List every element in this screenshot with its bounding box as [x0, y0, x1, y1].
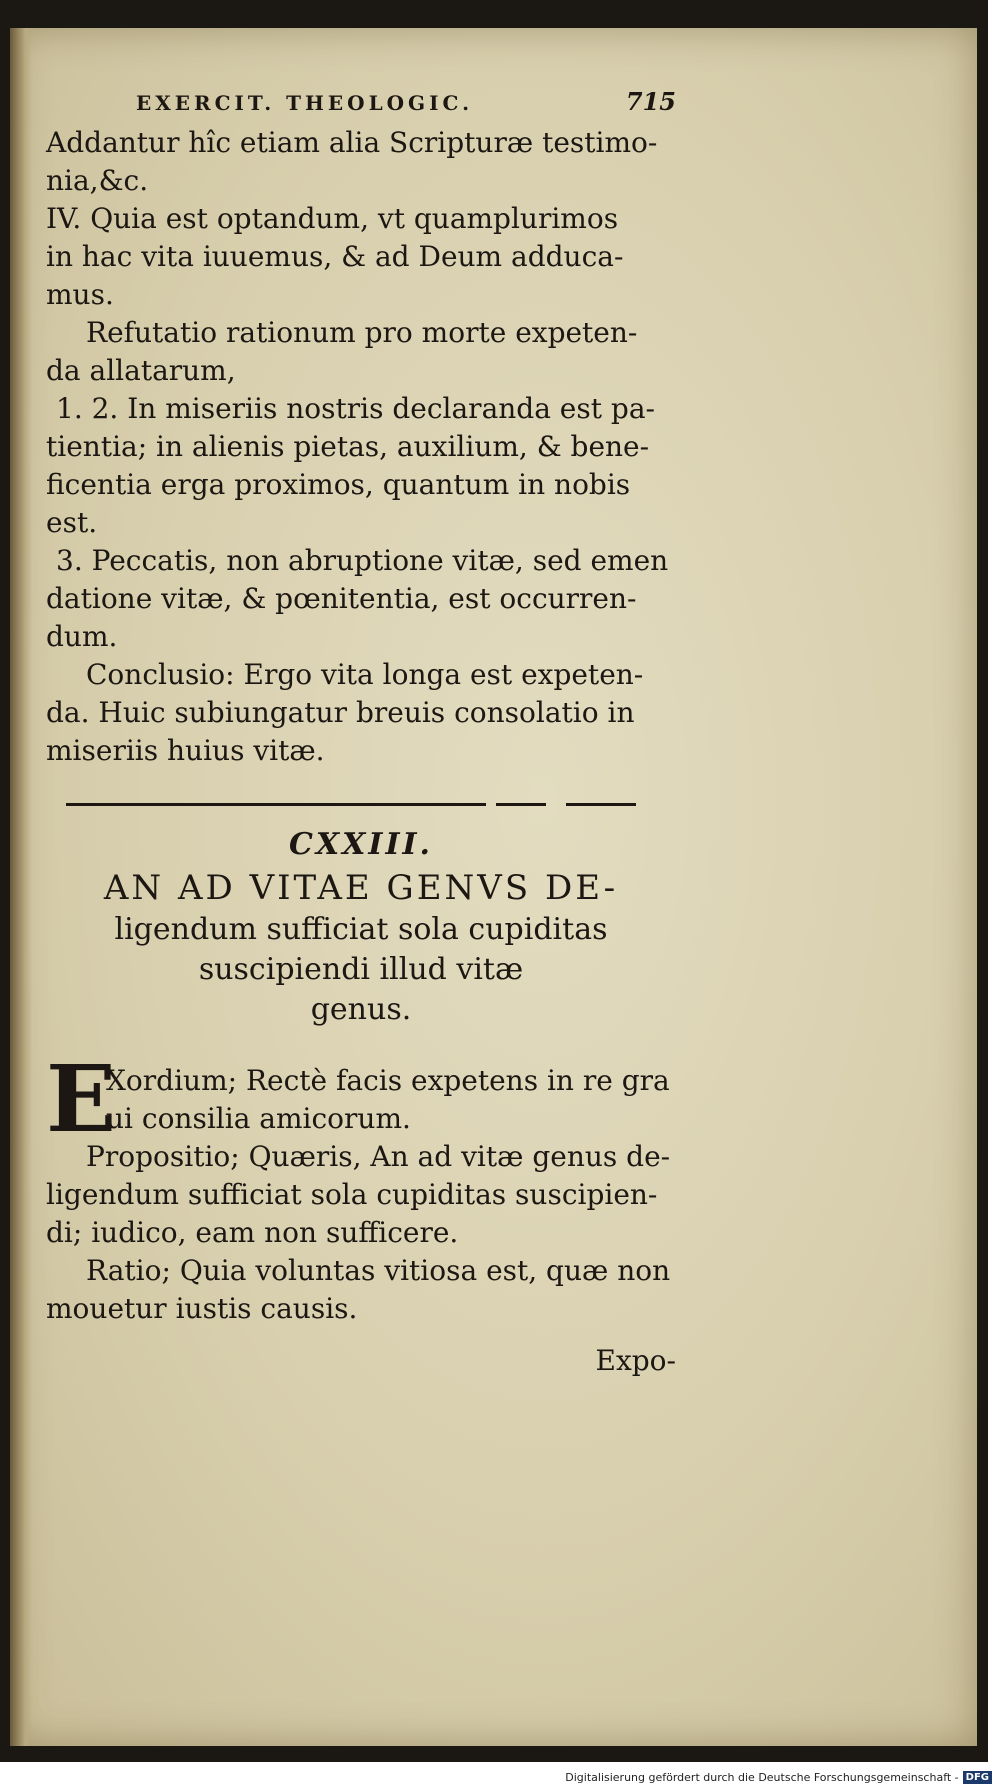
section-heading: suscipiendi illud vitæ: [198, 952, 524, 987]
exordium-line: Xordium; Rectè facis expetens in re gra: [106, 1064, 670, 1097]
refutatio-line: da allatarum,: [46, 354, 236, 387]
digitization-credit: [565, 1771, 992, 1784]
propositio-line: di; iudico, eam non sufficere.: [46, 1216, 459, 1249]
ratio-line: Ratio; Quia voluntas vitiosa est, quæ non: [86, 1254, 671, 1287]
exordium-line: ui consilia amicorum.: [106, 1102, 411, 1135]
exordium: [46, 1045, 676, 1153]
item-line: datione vitæ, & pœnitentia, est occurren-: [46, 582, 637, 615]
running-head: [46, 83, 676, 122]
text-line: in hac vita iuuemus, & ad Deum adduca-: [46, 240, 624, 273]
item-line: 1. 2. In miseriis nostris declaranda est pa-: [56, 392, 655, 425]
dfg-logo: DFG: [963, 1771, 992, 1784]
item-line: est.: [46, 506, 98, 539]
catchword: Expo-: [595, 1344, 676, 1377]
section-heading: AN AD VITAE GENVS DE-: [103, 868, 619, 908]
section-heading: ligendum sufficiat sola cupiditas: [114, 912, 608, 947]
credit-text: Digitalisierung gefördert durch die Deutsche Forschungsgemeinschaft -: [565, 1771, 959, 1784]
propositio-line: ligendum sufficiat sola cupiditas suscipien-: [46, 1178, 658, 1211]
text-line: mus.: [46, 278, 114, 311]
item-line: tientia; in alienis pietas, auxilium, & bene-: [46, 430, 650, 463]
refutatio-line: Refutatio rationum pro morte expeten-: [86, 316, 638, 349]
text-line: Addantur hîc etiam alia Scripturæ testimo-: [46, 126, 658, 159]
section-number: CXXIII.: [289, 827, 433, 862]
text-line: nia,&c.: [46, 164, 149, 197]
propositio-line: Propositio; Quæris, An ad vitæ genus de-: [86, 1140, 671, 1173]
page-gutter: [10, 28, 32, 1746]
text-line: IV. Quia est optandum, vt quamplurimos: [46, 202, 619, 235]
item-line: 3. Peccatis, non abruptione vitæ, sed emen: [56, 544, 669, 577]
item-line: ficentia erga proximos, quantum in nobis: [46, 468, 631, 501]
section-heading: genus.: [310, 992, 412, 1027]
running-head-title: EXERCIT. THEOLOGIC.: [136, 91, 474, 115]
page-text: [46, 83, 676, 1380]
conclusio-line: da. Huic subiungatur breuis consolatio in: [46, 696, 635, 729]
conclusio-line: miseriis huius vitæ.: [46, 734, 325, 767]
conclusio-line: Conclusio: Ergo vita longa est expeten-: [86, 658, 644, 691]
item-line: dum.: [46, 620, 118, 653]
page-number: 715: [625, 87, 676, 116]
book-page: [10, 28, 977, 1746]
ratio-line: mouetur iustis causis.: [46, 1292, 358, 1325]
drop-cap: E: [46, 1045, 117, 1153]
section-rule: [66, 800, 676, 810]
